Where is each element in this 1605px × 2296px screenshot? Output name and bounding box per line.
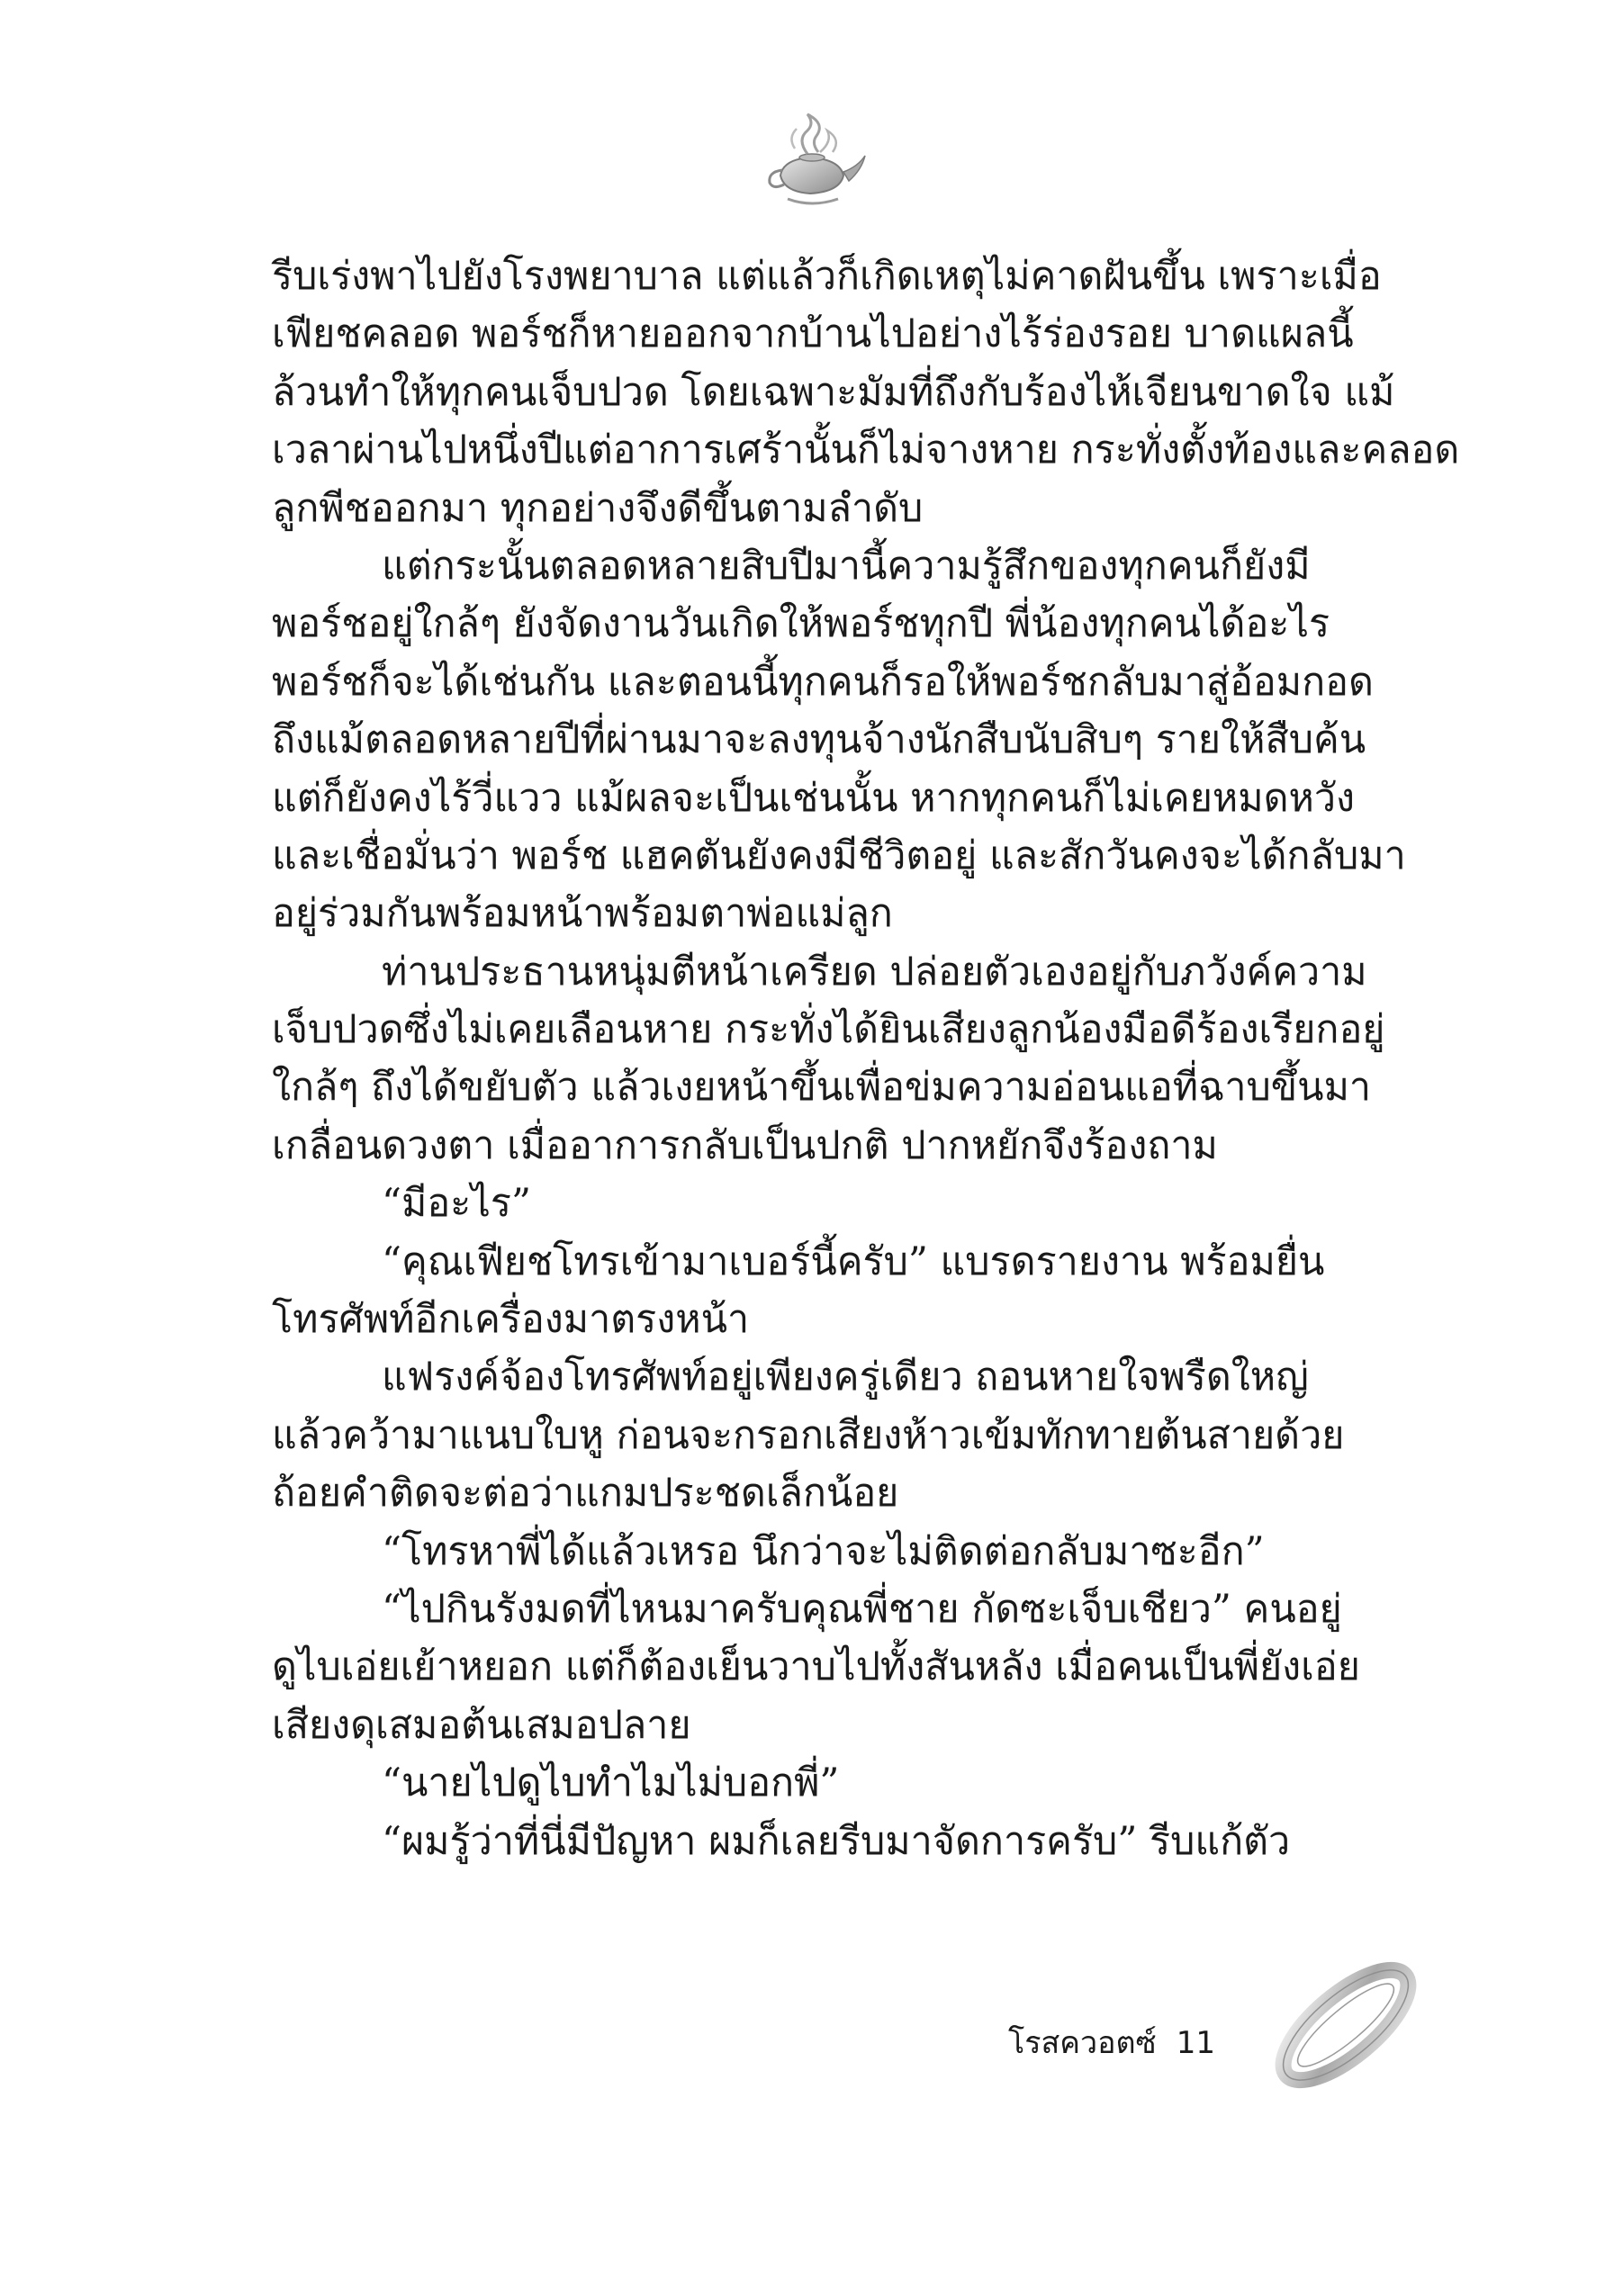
text-line: “โทรหาพี่ได้แล้วเหรอ นึกว่าจะไม่ติดต่อกลับมาซะอีก” (382, 1528, 1265, 1574)
text-line: แล้วคว้ามาแนบใบหู ก่อนจะกรอกเสียงห้าวเข้มทักทายต้นสายด้วย (272, 1412, 1345, 1458)
teapot-ornament-icon (761, 113, 869, 212)
text-line: ลูกพีชออกมา ทุกอย่างจึงดีขึ้นตามลำดับ (272, 485, 924, 531)
text-line: แต่กระนั้นตลอดหลายสิบปีมานี้ความรู้สึกของทุกคนก็ยังมี (382, 543, 1311, 589)
page-footer (1008, 2016, 1215, 2070)
text-line: ถึงแม้ตลอดหลายปีที่ผ่านมาจะลงทุนจ้างนักสืบนับสิบๆ รายให้สืบค้น (272, 717, 1366, 763)
text-line: ถ้อยคำติดจะต่อว่าแกมประชดเล็กน้อย (272, 1471, 899, 1517)
text-line: เจ็บปวดซึ่งไม่เคยเลือนหาย กระทั่งได้ยินเสียงลูกน้องมือดีร้องเรียกอยู่ (272, 1007, 1385, 1053)
text-line: “มีอะไร” (382, 1181, 531, 1227)
text-line: เวลาผ่านไปหนึ่งปีแต่อาการเศร้านั้นก็ไม่จางหาย กระทั่งตั้งท้องและคลอด (272, 428, 1460, 473)
text-line: โทรศัพท์อีกเครื่องมาตรงหน้า (272, 1297, 750, 1343)
text-line: “ไปกินรังมดที่ไหนมาครับคุณพี่ชาย กัดซะเจ็บเชียว” คนอยู่ (382, 1586, 1342, 1632)
text-line: ล้วนทำให้ทุกคนเจ็บปวด โดยเฉพาะมัมที่ถึงกับร้องไห้เจียนขาดใจ แม้ (272, 369, 1395, 415)
text-line: รีบเร่งพาไปยังโรงพยาบาล แต่แล้วก็เกิดเหตุไม่คาดฝันขึ้น เพราะเมื่อ (272, 254, 1382, 299)
text-line: เกลื่อนดวงตา เมื่ออาการกลับเป็นปกติ ปากหยักจึงร้องถาม (272, 1122, 1218, 1168)
ring-ornament-icon (1256, 1935, 1436, 2115)
text-line: และเชื่อมั่นว่า พอร์ช แฮคตันยังคงมีชีวิตอยู่ และสักวันคงจะได้กลับมา (272, 833, 1406, 878)
text-line: อยู่ร่วมกันพร้อมหน้าพร้อมตาพ่อแม่ลูก (272, 891, 893, 937)
text-line: ดูไบเอ่ยเย้าหยอก แต่ก็ต้องเย็นวาบไปทั้งสันหลัง เมื่อคนเป็นพี่ยังเอ่ย (272, 1644, 1360, 1690)
text-line: “นายไปดูไบทำไมไม่บอกพี่” (382, 1760, 840, 1806)
text-line: ใกล้ๆ ถึงได้ขยับตัว แล้วเงยหน้าขึ้นเพื่อข่มความอ่อนแอที่ฉาบขึ้นมา (272, 1065, 1372, 1111)
text-line: แฟรงค์จ้องโทรศัพท์อยู่เพียงครู่เดียว ถอนหายใจพรืดใหญ่ (382, 1355, 1309, 1400)
text-line: เฟียชคลอด พอร์ชก็หายออกจากบ้านไปอย่างไร้ร่องรอย บาดแผลนี้ (272, 311, 1354, 357)
text-line: แต่ก็ยังคงไร้วี่แวว แม้ผลจะเป็นเช่นนั้น หากทุกคนก็ไม่เคยหมดหวัง (272, 775, 1356, 821)
text-line: เสียงดุเสมอต้นเสมอปลาย (272, 1702, 691, 1748)
text-line: พอร์ชอยู่ใกล้ๆ ยังจัดงานวันเกิดให้พอร์ชทุกปี พี่น้องทุกคนได้อะไร (272, 601, 1330, 647)
book-title: โรสควอตซ์ (1008, 2025, 1157, 2061)
text-line: “คุณเฟียชโทรเข้ามาเบอร์นี้ครับ” แบรดรายงาน พร้อมยื่น (382, 1238, 1325, 1284)
text-line: “ผมรู้ว่าที่นี่มีปัญหา ผมก็เลยรีบมาจัดการครับ” รีบแก้ตัว (382, 1818, 1291, 1864)
page-number: 11 (1176, 2025, 1215, 2061)
body-text (272, 248, 1460, 1870)
text-line: พอร์ชก็จะได้เช่นกัน และตอนนี้ทุกคนก็รอให้พอร์ชกลับมาสู่อ้อมกอด (272, 659, 1374, 705)
text-line: ท่านประธานหนุ่มตีหน้าเครียด ปล่อยตัวเองอยู่กับภวังค์ความ (382, 949, 1367, 995)
